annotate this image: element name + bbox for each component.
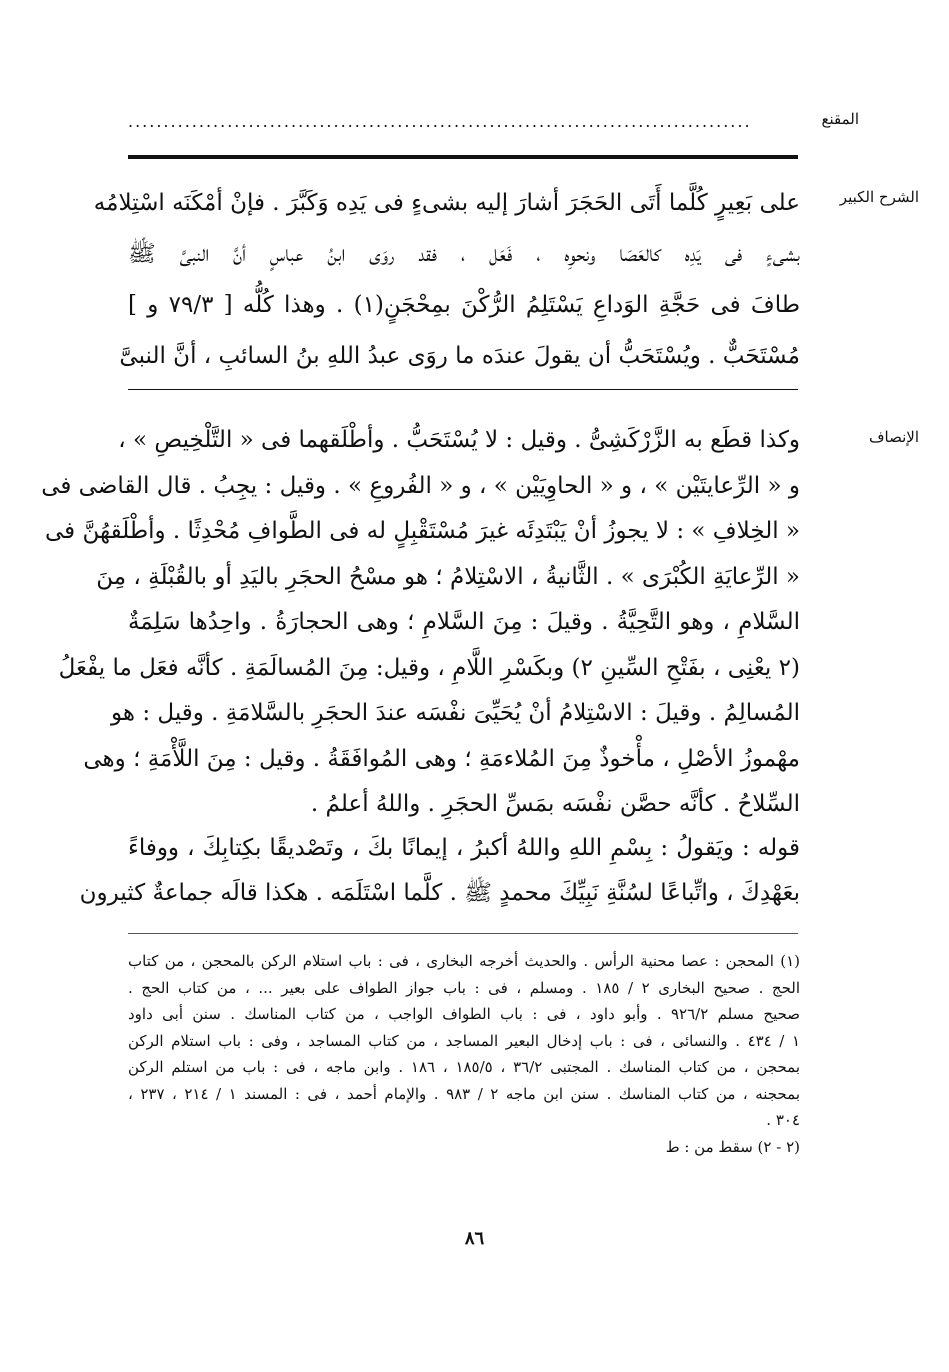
sharh-line: مُسْتَحَبٌّ . ويُسْتَحَبُّ أن يقولَ عندَه ما روَى عبدُ اللهِ بنُ السائبِ ، أنَّ النبىَّ <box>119 343 800 369</box>
insaf-line: المُسالِمُ . وقيلَ : الاسْتِلامُ أنْ يُحَيِّىَ نفْسَه عندَ الحجَرِ بالسَّلامَةِ . وقيل : هو <box>111 700 800 726</box>
footnote-line: ٣٠٤ . <box>766 1111 800 1129</box>
sharh-line: طافَ فى حَجَّةِ الوَداعِ يَسْتَلِمُ الرُّكْنَ بمِحْجَنٍ(١) . وهذا كُلُّه [ ٧٩/٣ و ] <box>128 292 801 318</box>
insaf-text-block <box>41 418 800 828</box>
header-rule <box>128 155 798 159</box>
insaf-line: « الخِلافِ » : لا يجوزُ أنْ يَبْتَدِئَه غيرَ مُسْتَقْبِلٍ له فى الطَّوافِ مُحْدِثًا . وأطْلَقهُنَّ فى <box>44 518 800 544</box>
footnote-line: (٢ - ٢) سقط من : ط <box>665 1137 800 1156</box>
insaf-line: (٢ يعْنِى ، بفَتْحِ السِّينِ ٢) وبكَسْرِ اللَّامِ ، وقيل: مِنَ المُسالَمَةِ . كأنَّه فعَل ما يفْعَلُ <box>58 654 800 681</box>
sharh-section-label: الشرح الكبير <box>839 188 919 206</box>
footnote-line: بمحجنه ، من كتاب المناسك . سنن ابن ماجه ٢ / ٩٨٣ . والإمام أحمد ، فى : المسند ١ / ٢١٤ ، ٢٣٧ ، <box>128 1084 800 1103</box>
section-divider <box>128 389 798 390</box>
qawl-line: بعَهْدِكَ ، واتِّباعًا لسُنَّةِ نَبِيِّكَ محمدٍ ﷺ . كلَّما اسْتَلَمَه . هكذا قالَه جماعةٌ كثيرون <box>79 880 800 906</box>
running-header-leader-dots: ........................................................................................ <box>128 112 752 131</box>
insaf-line: وكذا قطَع به الزَّرْكَشِىُّ . وقيل : لا يُسْتَحَبُّ . وأطْلَقهما فى « التَّلْخِيصِ » ، <box>118 427 800 453</box>
insaf-line: السَّلامِ ، وهو التَّحِيَّةُ . وقيلَ : مِنَ السَّلامِ ؛ وهى الحجارَةُ . واحِدُها سَلِمَةٌ <box>128 609 800 635</box>
page-number: ٨٦ <box>464 1228 485 1249</box>
insaf-line: السِّلاحُ . كأنَّه حصَّن نفْسَه بمَسِّ الحجَرِ . واللهُ أعلمُ . <box>310 791 800 817</box>
footnote-line: ١ / ٤٣٤ . والنسائى ، فى : باب إدخال البعير المساجد ، من كتاب المساجد ، وفى : باب استلام الركن <box>128 1031 800 1050</box>
footnote-line: الحج . صحيح البخارى ٢ / ١٨٥ . ومسلم ، فى : باب جواز الطواف على بعير ... ، من كتاب الحج . <box>128 978 801 997</box>
sharh-text-block <box>93 178 801 382</box>
insaf-line: مهْموزُ الأصْلِ ، مأْخوذٌ مِنَ المُلاءمَةِ ؛ وهى المُوافَقَةُ . وقيل : مِنَ اللَّأْمَةِ ؛ وهى <box>83 745 800 772</box>
insaf-section-label: الإنصاف <box>868 428 919 446</box>
footnote-line: صحيح مسلم ٩٢٦/٢ . وأبو داود ، فى : باب الطواف الواجب ، من كتاب المناسك . سنن أبى داود <box>128 1005 801 1023</box>
footnote-line: بمحجن ، من كتاب المناسك . المجتبى ٣٦/٢ ، ١٨٥/٥ ، ١٨٦ . وابن ماجه ، فى : باب من استلم الركن <box>128 1058 801 1076</box>
footnote-line: (١) المحجن : عصا محنية الرأس . والحديث أخرجه البخارى ، فى : باب استلام الركن بالمحجن ، من كتاب <box>128 952 800 970</box>
sharh-line: على بَعِيرٍ كُلَّما أَتَى الحَجَرَ أشارَ إليه بشىءٍ فى يَدِه وَكَبَّرَ . فإنْ أمْكَنَه اسْتِلامُه <box>93 190 800 216</box>
footnote-separator <box>128 933 798 934</box>
insaf-line: « الرِّعايَةِ الكُبْرَى » . الثَّانيةُ ، الاسْتِلامُ ؛ هو مسْحُ الحجَرِ باليَدِ أو بالقُبْلَةِ ، مِنَ <box>96 563 800 590</box>
footnotes-block <box>128 948 800 1160</box>
qawl-text-block <box>79 826 800 916</box>
running-header-title: المقنع <box>821 110 859 128</box>
qawl-line: قوله : ويَقولُ : بِسْمِ اللهِ واللهُ أكبرُ ، إيمانًا بكَ ، وتَصْديقًا بكِتابِكَ ، ووفاءً <box>128 835 800 861</box>
sharh-line: بشىءٍ فى يَدِه كالعَصَا ونحوِه ، فَعَل ، فقد روَى ابنُ عباسٍ أنَّ النبىَّ ﷺ <box>128 241 800 267</box>
insaf-line: و « الرِّعايتَيْن » ، و « الحاوِيَيْن » ، و « الفُروعِ » . وقيل : يجِبُ . قال القاضى فى <box>41 472 800 499</box>
